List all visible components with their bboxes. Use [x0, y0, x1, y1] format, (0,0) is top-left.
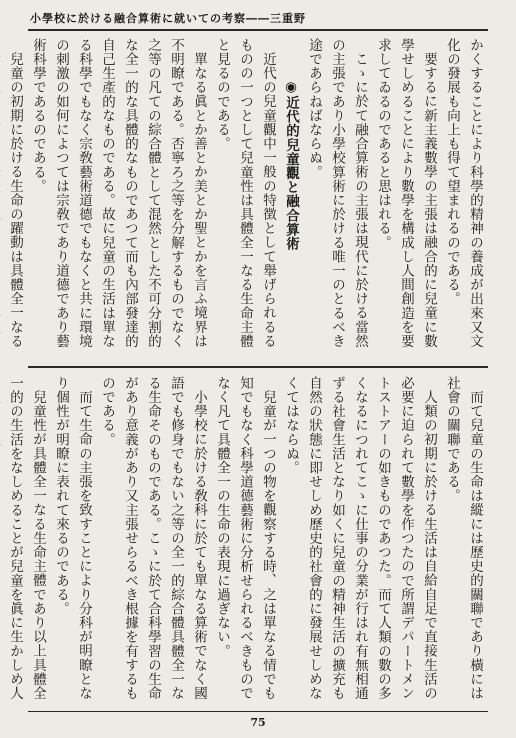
paragraph: 兒童性が具體全一なる生命主體であり以上具體全一的の生活をなしめることが兒童を眞に生かしめ人 — [7, 376, 46, 701]
running-head: 小學校に於ける融合算術に就いての考察――三重野 — [30, 12, 306, 25]
section-divider — [28, 366, 488, 368]
page-number: 75 — [250, 716, 266, 729]
header-rule — [28, 29, 488, 31]
paragraph: 要するに新主義數學の主張は融合的に兒童に數學せしめることにより數學を構成し人間創造を要求してゐるのであると思はれる。 — [375, 38, 437, 349]
paragraph: 而て兒童の生命は縱には歷史的關聯であり橫には社會の關聯である。 — [444, 376, 483, 700]
paragraph: 人類の初期に於ける生活は自給自足で直接生活の必要に迫られて數學を作つたので所謂デパートメントストアーの如きものであつた。而て人類の數の多くなるにつれてこゝに仕事の分業が行はれ有無相通ずる社會生活となり如くに兒童の精神生活の擴充も自然の狀態に即せしめ歷史的社會的に發展せしめなくてはならぬ。 — [283, 376, 437, 701]
paragraph: 近代の兒童觀中一般の特徴として舉げられるるものの一つとして兒童性は具體全一なる生命主體と見るのである。 — [214, 38, 276, 349]
footer-rule — [28, 711, 488, 712]
section-heading: ◉近代的兒童觀と融合算術 — [283, 78, 299, 251]
lower-text-block — [7, 376, 486, 704]
upper-text-block — [7, 38, 486, 356]
paragraph: 單なる眞とか善とか美とか聖とかを言ふ境界は不明瞭である。否寧ろ之等を分解するものでなく之等の凡ての綜合體として混然とした不可分割的な全一的な具體的なものであつて而も內部發達的自己生產的なものである。故に兒童の生活は單なる科學でもなく宗敎藝術道德でもなくと共に環境の刺激の如何によつては宗敎であり道德であり藝術科學であるのである。 — [30, 38, 207, 349]
paragraph: かくすることにより科學的精神の養成が出來又文化の發展も向上も得て望まれるのである。 — [444, 38, 483, 349]
paragraph: 兒童の初期に於ける生命の躍動は具體全一なる — [7, 51, 23, 348]
paragraph: 而て生命の主張を致すことにより分科が明瞭となり個性が明瞭に表れて來るのである。 — [53, 376, 92, 700]
paragraph: 兒童が一つの物を觀察する時、之は單なる情でも知でもなく科學道德藝術に分析せられるべきものでなく凡て具體全一の生命の表現に過ぎない。 — [214, 376, 276, 701]
paragraph: こゝに於て融合算術の主張は現代に於ける當然の主張であり小學校算術に於ける唯一のとるべき途であらねばならぬ。 — [306, 38, 368, 349]
paragraph: 小學校に於ける敎科に於ても單なる算術でなく國語でも修身でもない之等の全一的綜合體具體全一なる生命そのものである。こゝに於て合科學習の生命があり意義があり又主張せらるべき根據を有するものである。 — [99, 376, 207, 701]
